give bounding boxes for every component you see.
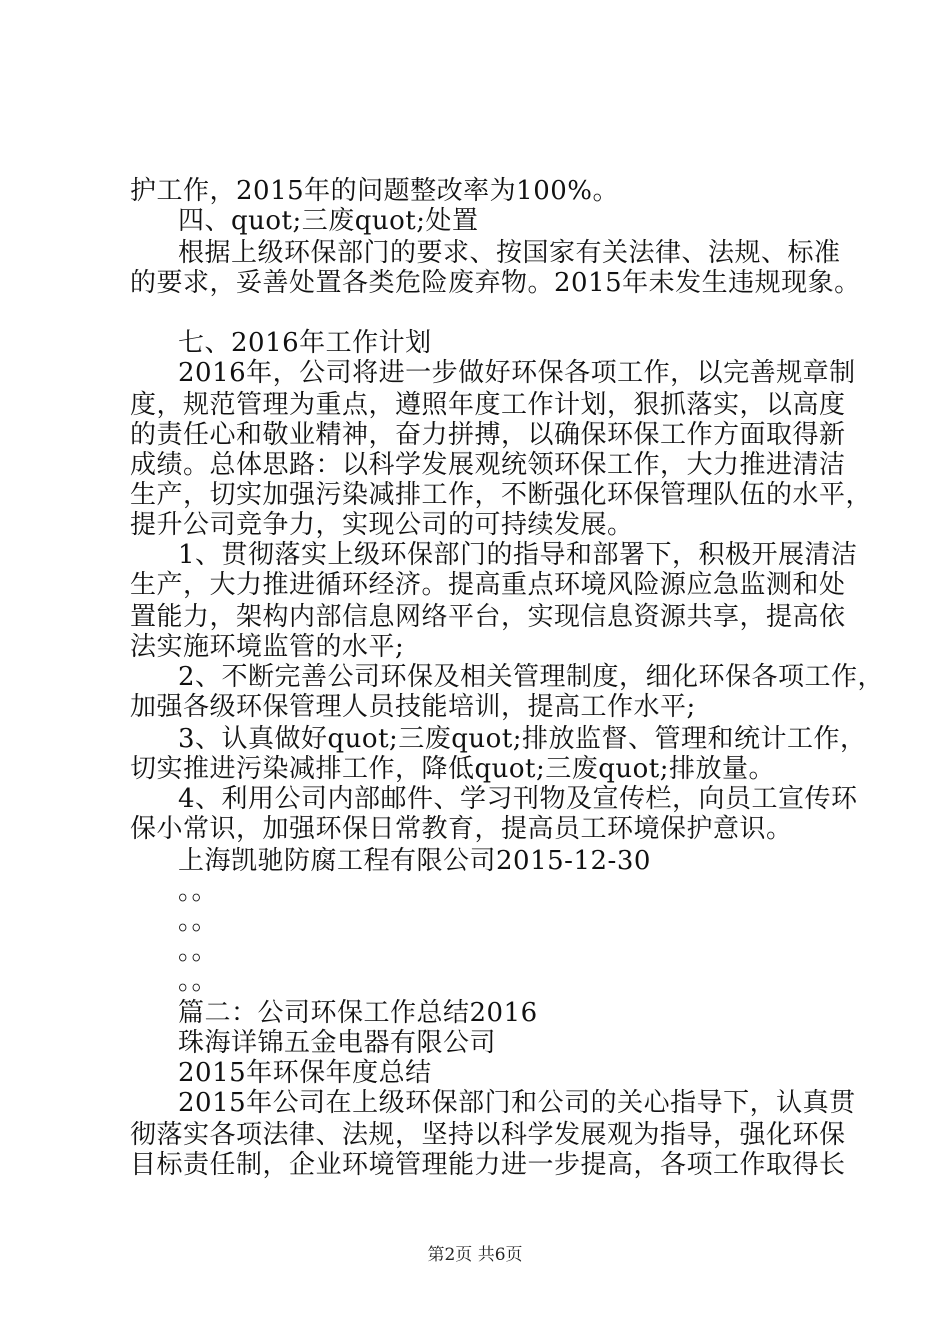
text-line: 生产，切实加强污染减排工作，不断强化环保管理队伍的水平， xyxy=(130,480,873,510)
text-line: 根据上级环保部门的要求、按国家有关法律、法规、标准 xyxy=(178,238,841,268)
text-line: 四、quot;三废quot;处置 xyxy=(178,206,479,236)
text-line: 彻落实各项法律、法规，坚持以科学发展观为指导，强化环保 xyxy=(130,1120,846,1150)
text-line: 1、贯彻落实上级环保部门的指导和部署下，积极开展清洁 xyxy=(178,540,858,570)
text-line: 保小常识，加强环保日常教育，提高员工环境保护意识。 xyxy=(130,814,793,844)
text-line: 目标责任制，企业环境管理能力进一步提高，各项工作取得长 xyxy=(130,1150,846,1180)
text-line: 。。 xyxy=(178,966,219,996)
text-line: 法实施环境监管的水平; xyxy=(130,632,405,662)
text-line: 篇二：公司环保工作总结2016 xyxy=(178,998,538,1028)
text-line: 2、不断完善公司环保及相关管理制度，细化环保各项工作， xyxy=(178,662,885,692)
text-line: 。。 xyxy=(178,876,219,906)
text-line: 度，规范管理为重点，遵照年度工作计划，狠抓落实，以高度 xyxy=(130,390,846,420)
page-number-footer: 第2页 共6页 xyxy=(427,1245,523,1265)
text-line: 的责任心和敬业精神，奋力拼搏，以确保环保工作方面取得新 xyxy=(130,420,846,450)
text-line: 成绩。总体思路：以科学发展观统领环保工作，大力推进清洁 xyxy=(130,450,846,480)
text-line: 护工作，2015年的问题整改率为100%。 xyxy=(130,176,619,206)
text-line: 。。 xyxy=(178,906,219,936)
text-line: 提升公司竞争力，实现公司的可持续发展。 xyxy=(130,510,634,540)
text-line: 生产，大力推进循环经济。提高重点环境风险源应急监测和处 xyxy=(130,570,846,600)
text-line: 2015年公司在上级环保部门和公司的关心指导下，认真贯 xyxy=(178,1088,856,1118)
text-line: 。。 xyxy=(178,936,219,966)
text-line: 切实推进污染减排工作，降低quot;三废quot;排放量。 xyxy=(130,754,776,784)
text-line: 七、2016年工作计划 xyxy=(178,328,432,358)
text-line: 置能力，架构内部信息网络平台，实现信息资源共享，提高依 xyxy=(130,602,846,632)
text-line: 上海凯驰防腐工程有限公司2015-12-30 xyxy=(178,846,651,876)
text-line: 珠海详锦五金电器有限公司 xyxy=(178,1028,497,1058)
text-line: 加强各级环保管理人员技能培训，提高工作水平; xyxy=(130,692,696,722)
text-line: 3、认真做好quot;三废quot;排放监督、管理和统计工作， xyxy=(178,724,867,754)
text-line: 的要求，妥善处置各类危险废弃物。2015年未发生违规现象。 xyxy=(130,268,861,298)
text-line: 4、利用公司内部邮件、学习刊物及宣传栏，向员工宣传环 xyxy=(178,784,858,814)
text-line: 2016年，公司将进一步做好环保各项工作，以完善规章制 xyxy=(178,358,856,388)
text-line: 2015年环保年度总结 xyxy=(178,1058,432,1088)
